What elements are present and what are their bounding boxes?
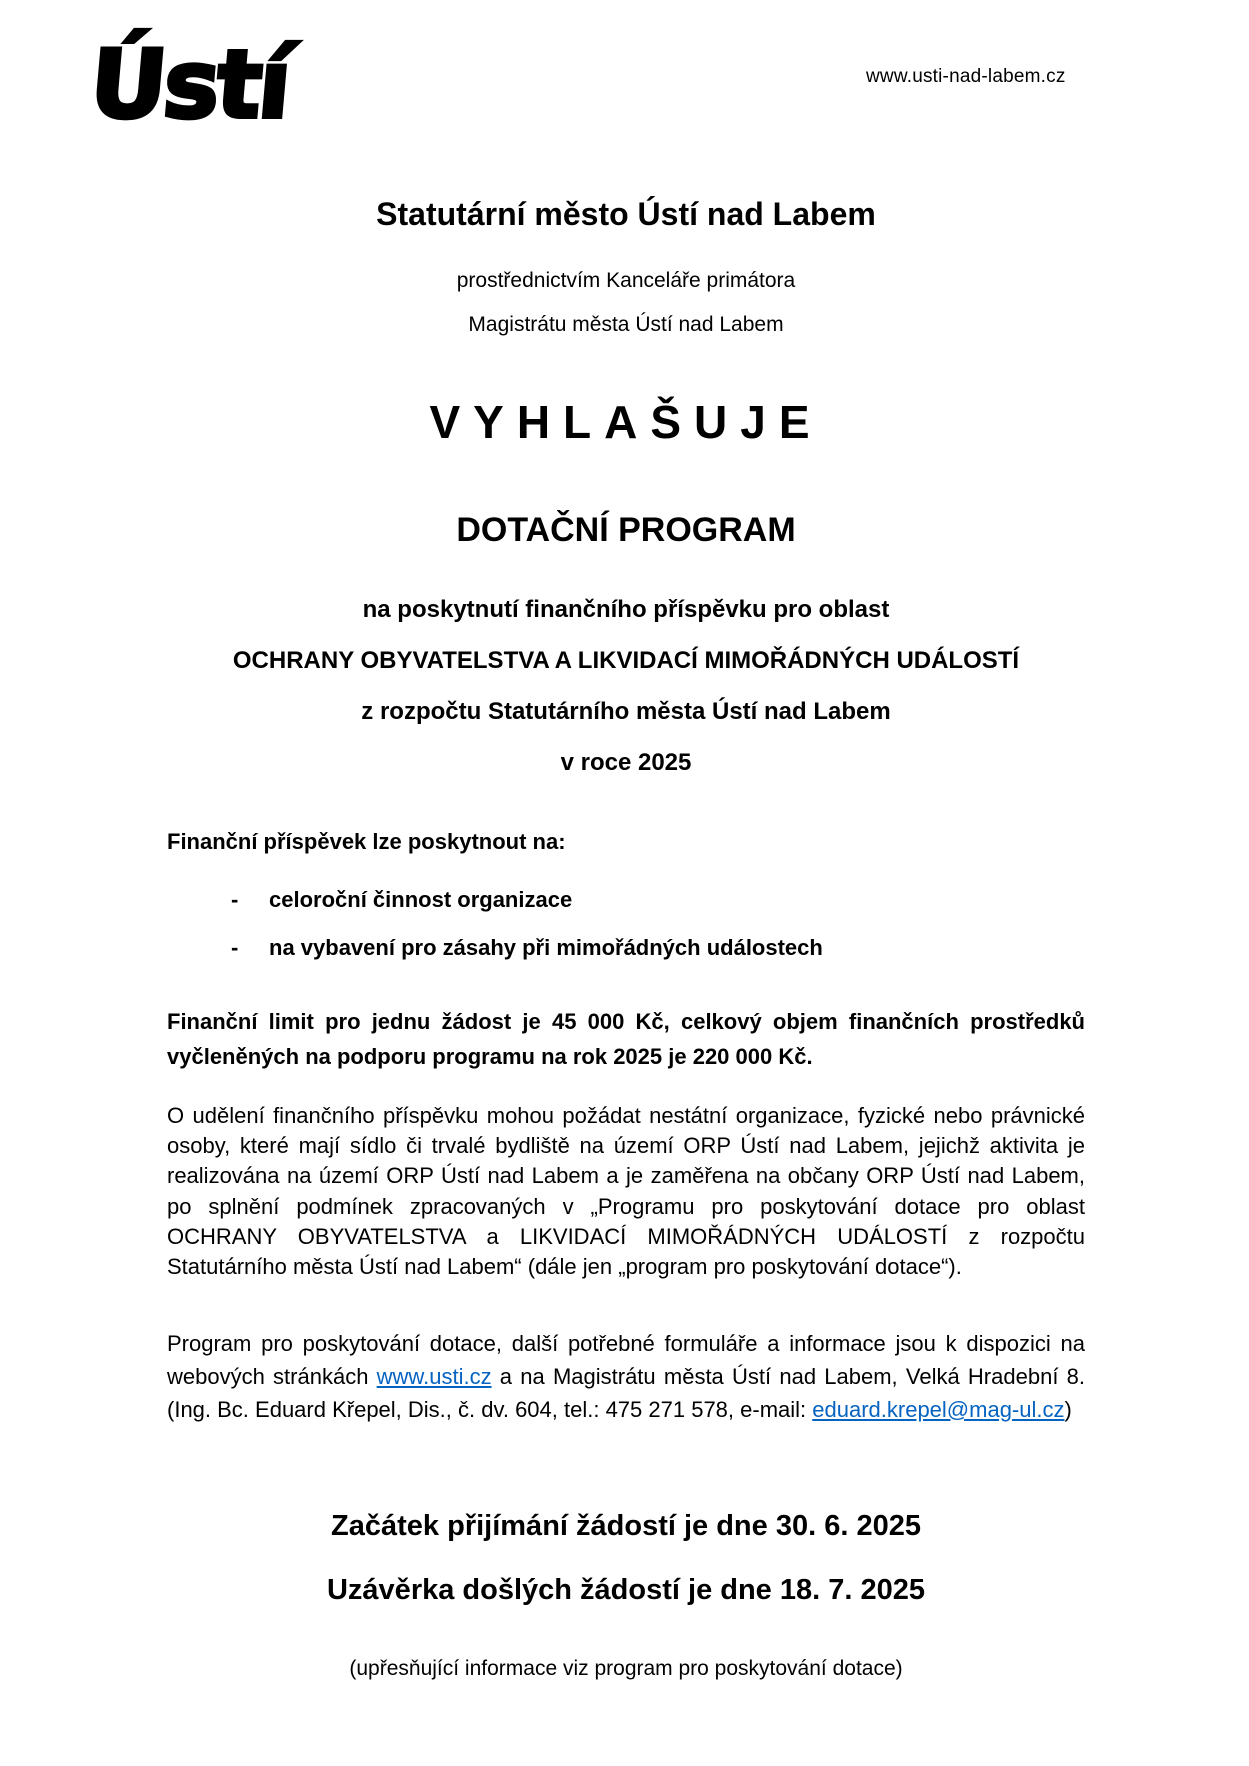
list-item: [167, 935, 1085, 961]
info-text-3: ): [1064, 1396, 1072, 1422]
bullet-dash: -: [231, 887, 239, 912]
subtitle-magistrate: Magistrátu města Ústí nad Labem: [468, 313, 784, 336]
city-title: Statutární město Ústí nad Labem: [376, 196, 876, 232]
applications-start-line: Začátek přijímání žádostí je dne 30. 6. 2025: [331, 1509, 921, 1542]
applications-deadline-line: Uzávěrka došlých žádostí je dne 18. 7. 2025: [326, 1573, 925, 1606]
subtitle-office: prostřednictvím Kanceláře primátora: [456, 269, 796, 292]
intro-label: Finanční příspěvek lze poskytnout na:: [167, 829, 566, 854]
bullet-list: [167, 887, 1085, 961]
info-text-2: a na Magistrátu města Ústí nad Labem, Velká Hradební 8. (Ing. Bc. Eduard Křepel, Dis., č. dv. 604, tel.: 475 271 578, e-mail:: [167, 1363, 1085, 1422]
list-item-text: na vybavení pro zásahy při mimořádných událostech: [269, 935, 823, 960]
list-item-text: celoroční činnost organizace: [269, 887, 573, 912]
info-text-1: Program pro poskytování dotace, další potřebné formuláře a informace jsou k dispozici na webových stránkách: [167, 1330, 1085, 1389]
program-title: DOTAČNÍ PROGRAM: [456, 511, 796, 549]
logo-text: Ústí: [85, 31, 293, 140]
site-url: www.usti-nad-labem.cz: [866, 66, 1066, 87]
program-line-3: z rozpočtu Statutárního města Ústí nad Labem: [361, 698, 891, 725]
program-line-1: na poskytnutí finančního příspěvku pro oblast: [362, 596, 890, 623]
footer-note: (upřesňující informace viz program pro poskytování dotace): [349, 1656, 903, 1680]
financial-limit-paragraph: Finanční limit pro jednu žádost je 45 000 Kč, celkový objem finančních prostředků vyčleněných na podporu programu na rok 2025 je 220 000 Kč.: [167, 1009, 1085, 1069]
program-line-2: OCHRANY OBYVATELSTVA A LIKVIDACÍ MIMOŘÁDNÝCH UDÁLOSTÍ: [232, 647, 1020, 674]
list-item: [167, 887, 1085, 913]
eligibility-paragraph: O udělení finančního příspěvku mohou požádat nestátní organizace, fyzické nebo právnické osoby, které mají sídlo či trvalé bydliště na území ORP Ústí nad Labem, jejichž aktivita je realizována na území ORP Ústí nad Labem a je zaměřena na občany ORP Ústí nad Labem, po splnění podmínek zpracovaných v „Programu pro poskytování dotace pro oblast OCHRANY OBYVATELSTVA a LIKVIDACÍ MIMOŘÁDNÝCH UDÁLOSTÍ z rozpočtu Statutárního města Ústí nad Labem“ (dále jen „program pro poskytování dotace“).: [167, 1102, 1085, 1280]
info-paragraph: [167, 1327, 1085, 1426]
document-content: [167, 0, 1085, 1681]
program-line-4: v roce 2025: [560, 749, 692, 776]
usti-website-link[interactable]: www.usti.cz: [376, 1363, 492, 1389]
announce-heading: VYHLAŠUJE: [429, 396, 823, 448]
contact-email-link[interactable]: eduard.krepel@mag-ul.cz: [812, 1396, 1065, 1422]
bullet-dash: -: [231, 935, 239, 960]
